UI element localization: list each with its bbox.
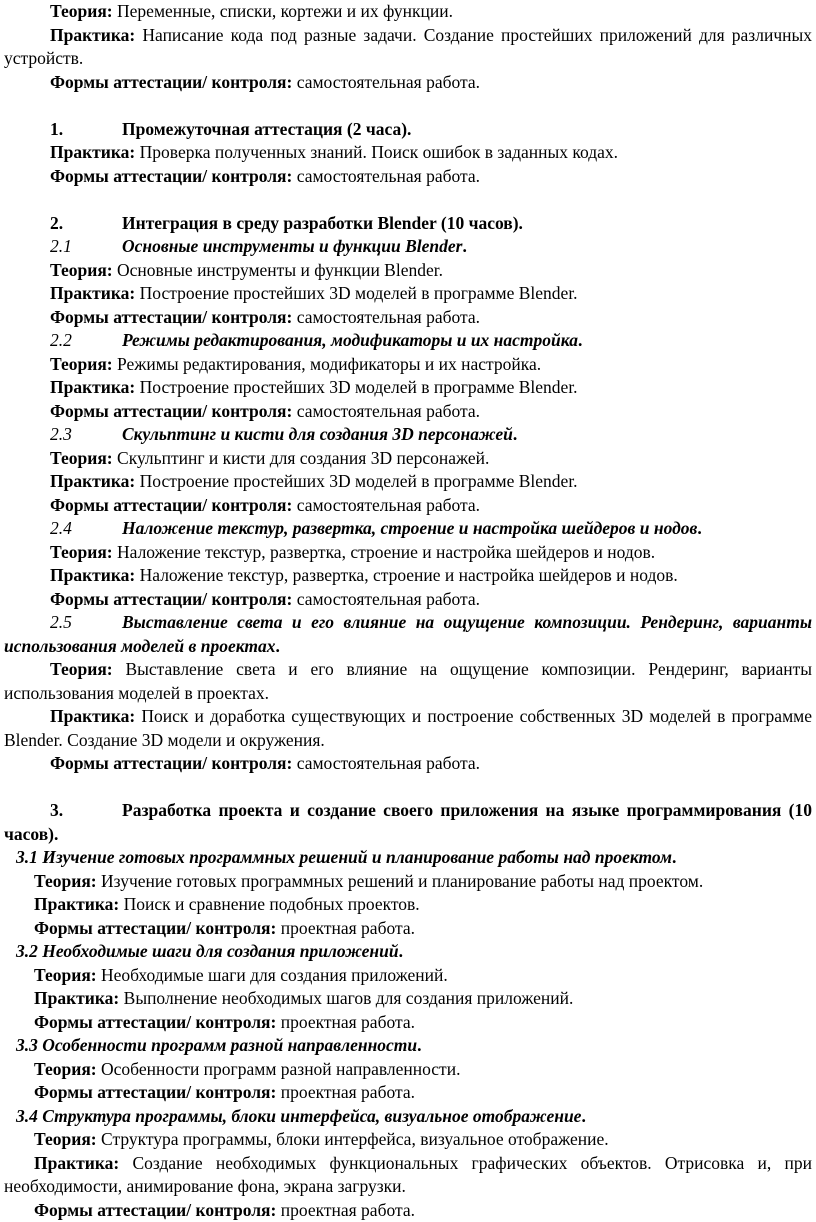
subsection-3-1-theory <box>4 870 812 894</box>
practice-text: Поиск и доработка существующих и построение собственных 3D моделей в программе Blender. Создание 3D модели и окружения. <box>4 706 812 750</box>
forms-text: самостоятельная работа. <box>292 166 480 186</box>
subsection-2-1-forms <box>4 306 812 330</box>
theory-text: Режимы редактирования, модификаторы и их настройка. <box>113 354 542 374</box>
section-number: 3. <box>50 799 122 823</box>
intro-practice <box>4 24 812 71</box>
theory-text: Переменные, списки, кортежи и их функции. <box>113 1 453 21</box>
theory-text: Наложение текстур, развертка, строение и настройка шейдеров и нодов. <box>113 542 655 562</box>
practice-text: Поиск и сравнение подобных проектов. <box>119 894 419 914</box>
subsection-2-1-heading: 2.1 Основные инструменты и функции Blender. <box>4 235 812 259</box>
subsection-2-3-forms <box>4 494 812 518</box>
section-1-forms <box>4 165 812 189</box>
practice-label: Практика: <box>50 283 135 303</box>
subsection-2-4-heading: 2.4 Наложение текстур, развертка, строение и настройка шейдеров и нодов. <box>4 517 812 541</box>
forms-text: самостоятельная работа. <box>292 495 480 515</box>
section-1-practice <box>4 141 812 165</box>
subsection-3-1-practice <box>4 893 812 917</box>
intro-forms <box>4 71 812 95</box>
subsection-title: 3.2 Необходимые шаги для создания приложений <box>16 941 399 961</box>
practice-label: Практика: <box>50 142 135 162</box>
intro-theory <box>4 0 812 24</box>
subsection-2-5-heading: 2.5 Выставление света и его влияние на ощущение композиции. Рендеринг, варианты использования моделей в проектах. <box>4 611 812 658</box>
theory-text: Необходимые шаги для создания приложений. <box>97 965 448 985</box>
subsection-2-5-practice <box>4 705 812 752</box>
theory-label: Теория: <box>34 1129 97 1149</box>
theory-label: Теория: <box>50 659 113 679</box>
forms-label: Формы аттестации/ контроля: <box>34 1012 276 1032</box>
subsection-number: 2.4 <box>50 517 122 541</box>
forms-text: проектная работа. <box>276 1012 415 1032</box>
subsection-2-5-theory <box>4 658 812 705</box>
theory-text: Основные инструменты и функции Blender. <box>113 260 443 280</box>
theory-label: Теория: <box>34 965 97 985</box>
theory-text: Выставление света и его влияние на ощущение композиции. Рендеринг, варианты использования моделей в проектах. <box>4 659 812 703</box>
forms-text: самостоятельная работа. <box>292 72 480 92</box>
theory-label: Теория: <box>50 260 113 280</box>
subsection-title: Выставление света и его влияние на ощущение композиции. Рендеринг, варианты использования моделей в проектах <box>4 612 812 656</box>
practice-label: Практика: <box>50 565 135 585</box>
section-3-heading <box>4 799 812 846</box>
practice-label: Практика: <box>34 1153 119 1173</box>
practice-text: Выполнение необходимых шагов для создания приложений. <box>119 988 573 1008</box>
subsection-title: 3.3 Особенности программ разной направленности <box>16 1035 417 1055</box>
subsection-3-3-heading: 3.3 Особенности программ разной направленности. <box>4 1034 812 1058</box>
section-2-heading <box>4 212 812 236</box>
subsection-2-3-practice <box>4 470 812 494</box>
forms-text: самостоятельная работа. <box>292 307 480 327</box>
subsection-title: Режимы редактирования, модификаторы и их настройка <box>122 330 578 350</box>
section-title: Промежуточная аттестация (2 часа). <box>122 119 411 139</box>
theory-text: Изучение готовых программных решений и планирование работы над проектом. <box>97 871 704 891</box>
practice-text: Построение простейших 3D моделей в программе Blender. <box>135 471 577 491</box>
section-number: 2. <box>50 212 122 236</box>
practice-label: Практика: <box>50 706 135 726</box>
practice-text: Написание кода под разные задачи. Создание простейших приложений для различных устройств. <box>4 25 812 69</box>
practice-text: Построение простейших 3D моделей в программе Blender. <box>135 377 577 397</box>
subsection-title: Скульптинг и кисти для создания 3D персонажей <box>122 424 513 444</box>
forms-text: самостоятельная работа. <box>292 401 480 421</box>
subsection-number: 2.5 <box>50 611 122 635</box>
theory-text: Структура программы, блоки интерфейса, визуальное отображение. <box>97 1129 609 1149</box>
subsection-title: Наложение текстур, развертка, строение и настройка шейдеров и нодов <box>122 518 697 538</box>
subsection-title: 3.4 Структура программы, блоки интерфейса, визуальное отображение <box>16 1106 581 1126</box>
subsection-3-4-theory <box>4 1128 812 1152</box>
forms-label: Формы аттестации/ контроля: <box>50 753 292 773</box>
practice-text: Наложение текстур, развертка, строение и настройка шейдеров и нодов. <box>135 565 677 585</box>
subsection-2-1-practice <box>4 282 812 306</box>
forms-label: Формы аттестации/ контроля: <box>50 495 292 515</box>
theory-label: Теория: <box>50 1 113 21</box>
theory-label: Теория: <box>34 871 97 891</box>
forms-label: Формы аттестации/ контроля: <box>50 589 292 609</box>
subsection-2-2-forms <box>4 400 812 424</box>
subsection-number: 2.2 <box>50 329 122 353</box>
subsection-number: 2.3 <box>50 423 122 447</box>
practice-label: Практика: <box>50 25 135 45</box>
practice-label: Практика: <box>50 471 135 491</box>
subsection-2-4-forms <box>4 588 812 612</box>
subsection-3-1-forms <box>4 917 812 941</box>
forms-text: проектная работа. <box>276 1200 415 1220</box>
forms-text: проектная работа. <box>276 1082 415 1102</box>
forms-label: Формы аттестации/ контроля: <box>50 401 292 421</box>
theory-text: Скульптинг и кисти для создания 3D персонажей. <box>113 448 490 468</box>
theory-label: Теория: <box>50 542 113 562</box>
theory-label: Теория: <box>50 448 113 468</box>
practice-label: Практика: <box>50 377 135 397</box>
forms-label: Формы аттестации/ контроля: <box>34 1200 276 1220</box>
forms-label: Формы аттестации/ контроля: <box>50 307 292 327</box>
theory-label: Теория: <box>34 1059 97 1079</box>
subsection-3-2-theory <box>4 964 812 988</box>
subsection-2-4-theory <box>4 541 812 565</box>
theory-label: Теория: <box>50 354 113 374</box>
subsection-3-1-heading: 3.1 Изучение готовых программных решений и планирование работы над проектом. <box>4 846 812 870</box>
subsection-3-3-forms <box>4 1081 812 1105</box>
subsection-3-4-practice <box>4 1152 812 1199</box>
forms-label: Формы аттестации/ контроля: <box>34 918 276 938</box>
subsection-2-3-heading: 2.3 Скульптинг и кисти для создания 3D персонажей. <box>4 423 812 447</box>
practice-text: Построение простейших 3D моделей в программе Blender. <box>135 283 577 303</box>
practice-label: Практика: <box>34 988 119 1008</box>
subsection-2-2-heading: 2.2 Режимы редактирования, модификаторы и их настройка. <box>4 329 812 353</box>
forms-label: Формы аттестации/ контроля: <box>50 166 292 186</box>
practice-text: Создание необходимых функциональных графических объектов. Отрисовка и, при необходимости, анимирование фона, экрана загрузки. <box>4 1153 812 1197</box>
subsection-title: 3.1 Изучение готовых программных решений и планирование работы над проектом <box>16 847 672 867</box>
forms-label: Формы аттестации/ контроля: <box>50 72 292 92</box>
theory-text: Особенности программ разной направленности. <box>97 1059 461 1079</box>
subsection-3-3-theory <box>4 1058 812 1082</box>
subsection-2-3-theory <box>4 447 812 471</box>
subsection-2-1-theory <box>4 259 812 283</box>
section-1-heading <box>4 118 812 142</box>
subsection-3-2-heading: 3.2 Необходимые шаги для создания приложений. <box>4 940 812 964</box>
subsection-2-4-practice <box>4 564 812 588</box>
subsection-number: 2.1 <box>50 235 122 259</box>
forms-text: проектная работа. <box>276 918 415 938</box>
subsection-2-5-forms <box>4 752 812 776</box>
forms-text: самостоятельная работа. <box>292 753 480 773</box>
subsection-2-2-practice <box>4 376 812 400</box>
practice-label: Практика: <box>34 894 119 914</box>
subsection-title: Основные инструменты и функции Blender <box>122 236 462 256</box>
subsection-2-2-theory <box>4 353 812 377</box>
practice-text: Проверка полученных знаний. Поиск ошибок в заданных кодах. <box>135 142 618 162</box>
forms-text: самостоятельная работа. <box>292 589 480 609</box>
subsection-3-4-heading: 3.4 Структура программы, блоки интерфейса, визуальное отображение. <box>4 1105 812 1129</box>
forms-label: Формы аттестации/ контроля: <box>34 1082 276 1102</box>
subsection-3-2-practice <box>4 987 812 1011</box>
section-number: 1. <box>50 118 122 142</box>
subsection-3-4-forms <box>4 1199 812 1222</box>
section-title: Интеграция в среду разработки Blender (10 часов). <box>122 213 523 233</box>
subsection-3-2-forms <box>4 1011 812 1035</box>
section-title: Разработка проекта и создание своего приложения на языке программирования (10 часов). <box>4 800 812 844</box>
